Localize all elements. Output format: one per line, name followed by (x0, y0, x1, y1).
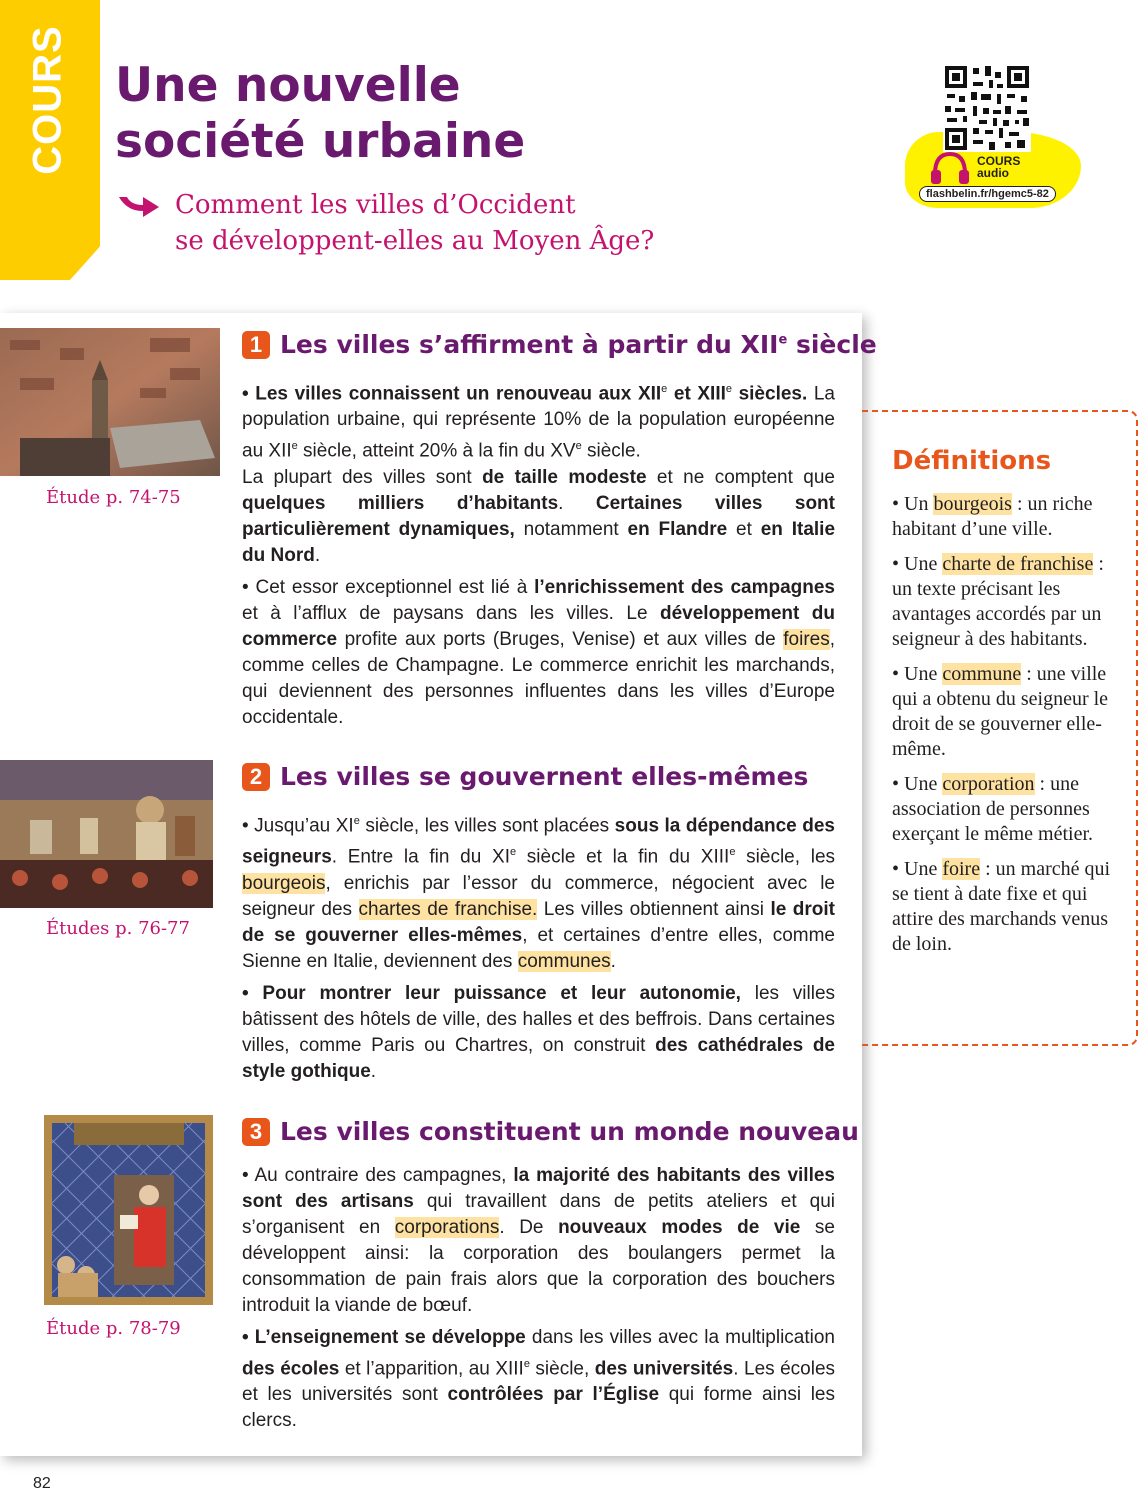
section-1-title: Les villes s’affirment à partir du XIIe siècle (280, 330, 877, 359)
definitions-box (862, 410, 1138, 1046)
arrow-right-icon (117, 191, 161, 219)
problem-question (117, 187, 654, 259)
definition-item: • Une corporation : une association de personnes exerçant le même métier. (892, 773, 1094, 845)
term-chartes-de-franchise[interactable]: chartes de franchise. (358, 898, 538, 920)
section-2-para-1: • Jusqu’au XIe siècle, les villes sont placées sous la dépendance des seigneurs. Entre la fin du XIe siècle et la fin du XIIIe siècle, les bourgeois, enrichis par l’essor du commerce, négocient avec le seigneur des chartes de franchise. Les villes obtiennent ainsi le droit de se gouverner elles-mêmes, et certaines d’entre elles, comme Sienne en Italie, deviennent des communes. (242, 815, 836, 972)
question-line-2: se développent-elles au Moyen Âge? (175, 226, 655, 256)
page-number: 82 (33, 1475, 51, 1492)
term-bourgeois[interactable]: bourgeois (242, 872, 326, 894)
bruges-aerial-image (0, 328, 220, 476)
audio-label-line-1: COURS (977, 154, 1021, 168)
etude-link-1[interactable]: Étude p. 74-75 (46, 487, 181, 508)
term-corporations[interactable]: corporations (394, 1217, 500, 1238)
term-foires[interactable]: foires (783, 628, 830, 650)
definitions-title: Définitions (892, 446, 1052, 476)
section-1-heading (242, 330, 877, 359)
section-2-body (242, 808, 835, 1091)
qr-code-icon[interactable] (943, 64, 1031, 152)
question-line-1: Comment les villes d’Occident (175, 190, 576, 220)
section-3-para-2: • L’enseignement se développe dans les villes avec la multiplication des écoles et l’apparition, au XIIIe siècle, des universités. Les écoles et les universités sont contrôlées par l’Église qui forme ainsi les clercs. (242, 1327, 836, 1432)
section-2-title: Les villes se gouvernent elles-mêmes (280, 762, 809, 791)
audio-course-box[interactable] (905, 62, 1085, 212)
section-2-para-2: • Pour montrer leur puissance et leur autonomie, les villes bâtissent des hôtels de ville, des halles et des beffrois. Dans certaines villes, comme Paris ou Chartres, on construit des cathédrales de style gothique. (242, 982, 836, 1082)
section-2-number: 2 (242, 763, 270, 791)
definition-item: • Une commune : une ville qui a obtenu du seigneur le droit de se gouverner elle-même. (892, 663, 1109, 760)
audio-label-line-2: audio (977, 166, 1009, 180)
section-3-title: Les villes constituent un monde nouveau (280, 1117, 859, 1146)
audio-link[interactable]: flashbelin.fr/hgemc5-82 (919, 186, 1056, 202)
section-2-heading (242, 762, 808, 791)
cours-tab-label: COURS (25, 25, 70, 175)
section-1-para-1: • Les villes connaissent un renouveau aux XIIe et XIIIe siècles. La population urbaine, qui représente 10% de la population européenne au XIIe siècle, atteint 20% à la fin du XVe siècle. (242, 383, 835, 462)
etude-link-2[interactable]: Études p. 76-77 (46, 918, 190, 939)
fresco-image (0, 760, 213, 908)
definition-item: • Un bourgeois : un riche habitant d’une ville. (892, 493, 1093, 540)
title-line-2: société urbaine (115, 114, 526, 169)
title-line-1: Une nouvelle (115, 58, 461, 113)
audio-label (977, 155, 1020, 179)
section-1-para-2: La plupart des villes sont de taille modeste et ne comptent que quelques milliers d’habitants. Certaines villes sont particulièrement dynamiques, notamment en Flandre et en Italie du Nord. (242, 466, 836, 566)
etude-link-3[interactable]: Étude p. 78-79 (46, 1318, 181, 1339)
section-3-para-1: • Au contraire des campagnes, la majorité des habitants des villes sont des artisans qui travaillent dans de petits ateliers et qui s’organisent en corporations. De nouveaux modes de vie se développent ainsi: la corporation des boulangers permet la consommation de pain frais alors que la corporation des bouchers introduit la viande de bœuf. (242, 1165, 835, 1316)
section-3-heading (242, 1117, 859, 1146)
definitions-list (892, 492, 1128, 967)
manuscript-image (44, 1115, 213, 1305)
section-3-body (242, 1163, 835, 1440)
definition-item: • Une foire : un marché qui se tient à date fixe et qui attire des marchands venus de loin. (892, 858, 1111, 955)
section-1-body (242, 376, 835, 737)
headphones-icon (929, 150, 971, 186)
section-1-para-3: • Cet essor exceptionnel est lié à l’enrichissement des campagnes et à l’afflux de paysans dans les villes. Le développement du commerce profite aux ports (Bruges, Venise) et aux villes de foires, comme celles de Champagne. Le commerce enrichit les marchands, qui deviennent des personnes influentes dans les villes d’Europe occidentale. (242, 576, 836, 728)
page-title (115, 58, 675, 170)
definition-item: • Une charte de franchise : un texte précisant les avantages accordés par un seigneur à des habitants. (892, 553, 1104, 650)
term-communes[interactable]: communes (517, 950, 611, 972)
section-3-number: 3 (242, 1118, 270, 1146)
section-1-number: 1 (242, 331, 270, 359)
